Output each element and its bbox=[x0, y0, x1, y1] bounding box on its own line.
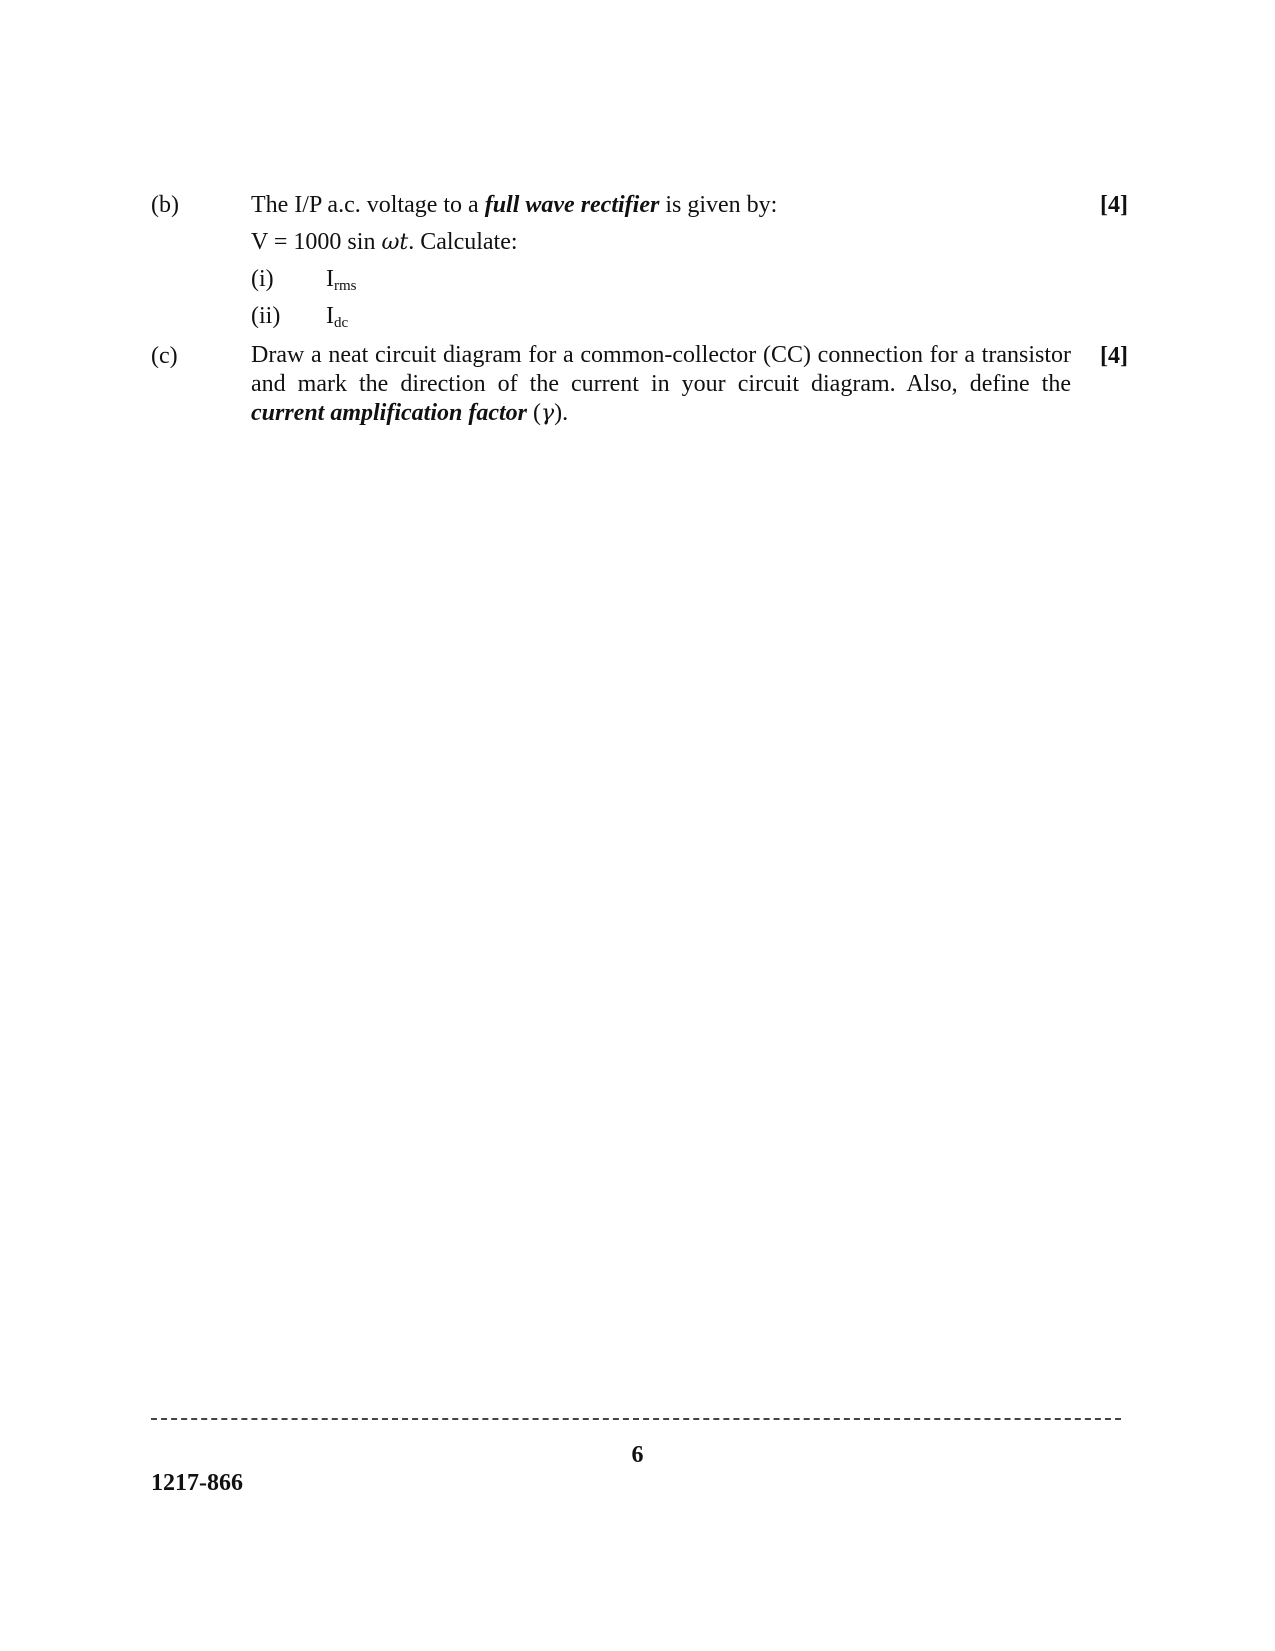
question-b-line-2-post: . Calculate: bbox=[408, 229, 518, 255]
question-c-text-pre: Draw a neat circuit diagram for a common-collector (CC) connection for a transistor and mark the direction of the current in your circuit diagram. Also, define the bbox=[251, 342, 1071, 397]
question-b-marks: [4] bbox=[1100, 192, 1128, 218]
page-number: 6 bbox=[631, 1442, 644, 1468]
part-i-text bbox=[326, 264, 357, 301]
part-i-subscript: rms bbox=[334, 278, 357, 294]
question-c-close-paren: ). bbox=[554, 400, 569, 426]
question-b-emphasis: full wave rectifier bbox=[484, 192, 660, 218]
question-b-line-2 bbox=[251, 227, 518, 258]
question-c-text bbox=[251, 341, 1071, 428]
omega-t-expression: ωt bbox=[381, 230, 409, 255]
part-ii-subscript: dc bbox=[334, 315, 349, 331]
footer-dashed-divider bbox=[151, 1418, 1121, 1420]
part-ii-symbol: I bbox=[326, 303, 334, 329]
question-b-line-1 bbox=[251, 190, 777, 220]
part-i-label: (i) bbox=[251, 266, 274, 292]
paper-code: 1217-866 bbox=[151, 1470, 243, 1496]
question-b-line-1-post: is given by: bbox=[659, 192, 778, 218]
gamma-symbol: γ bbox=[541, 401, 555, 426]
question-b-label: (b) bbox=[151, 192, 179, 218]
part-ii-label: (ii) bbox=[251, 303, 281, 329]
question-c-label: (c) bbox=[151, 343, 178, 369]
question-b-line-1-pre: The I/P a.c. voltage to a bbox=[251, 192, 485, 218]
question-b-line-2-pre: V = 1000 sin bbox=[251, 229, 382, 255]
question-c-emphasis: current amplification factor bbox=[251, 400, 527, 426]
question-c-marks: [4] bbox=[1100, 343, 1128, 369]
question-c-open-paren: ( bbox=[527, 400, 541, 426]
part-ii-text bbox=[326, 301, 348, 338]
part-i-symbol: I bbox=[326, 266, 334, 292]
